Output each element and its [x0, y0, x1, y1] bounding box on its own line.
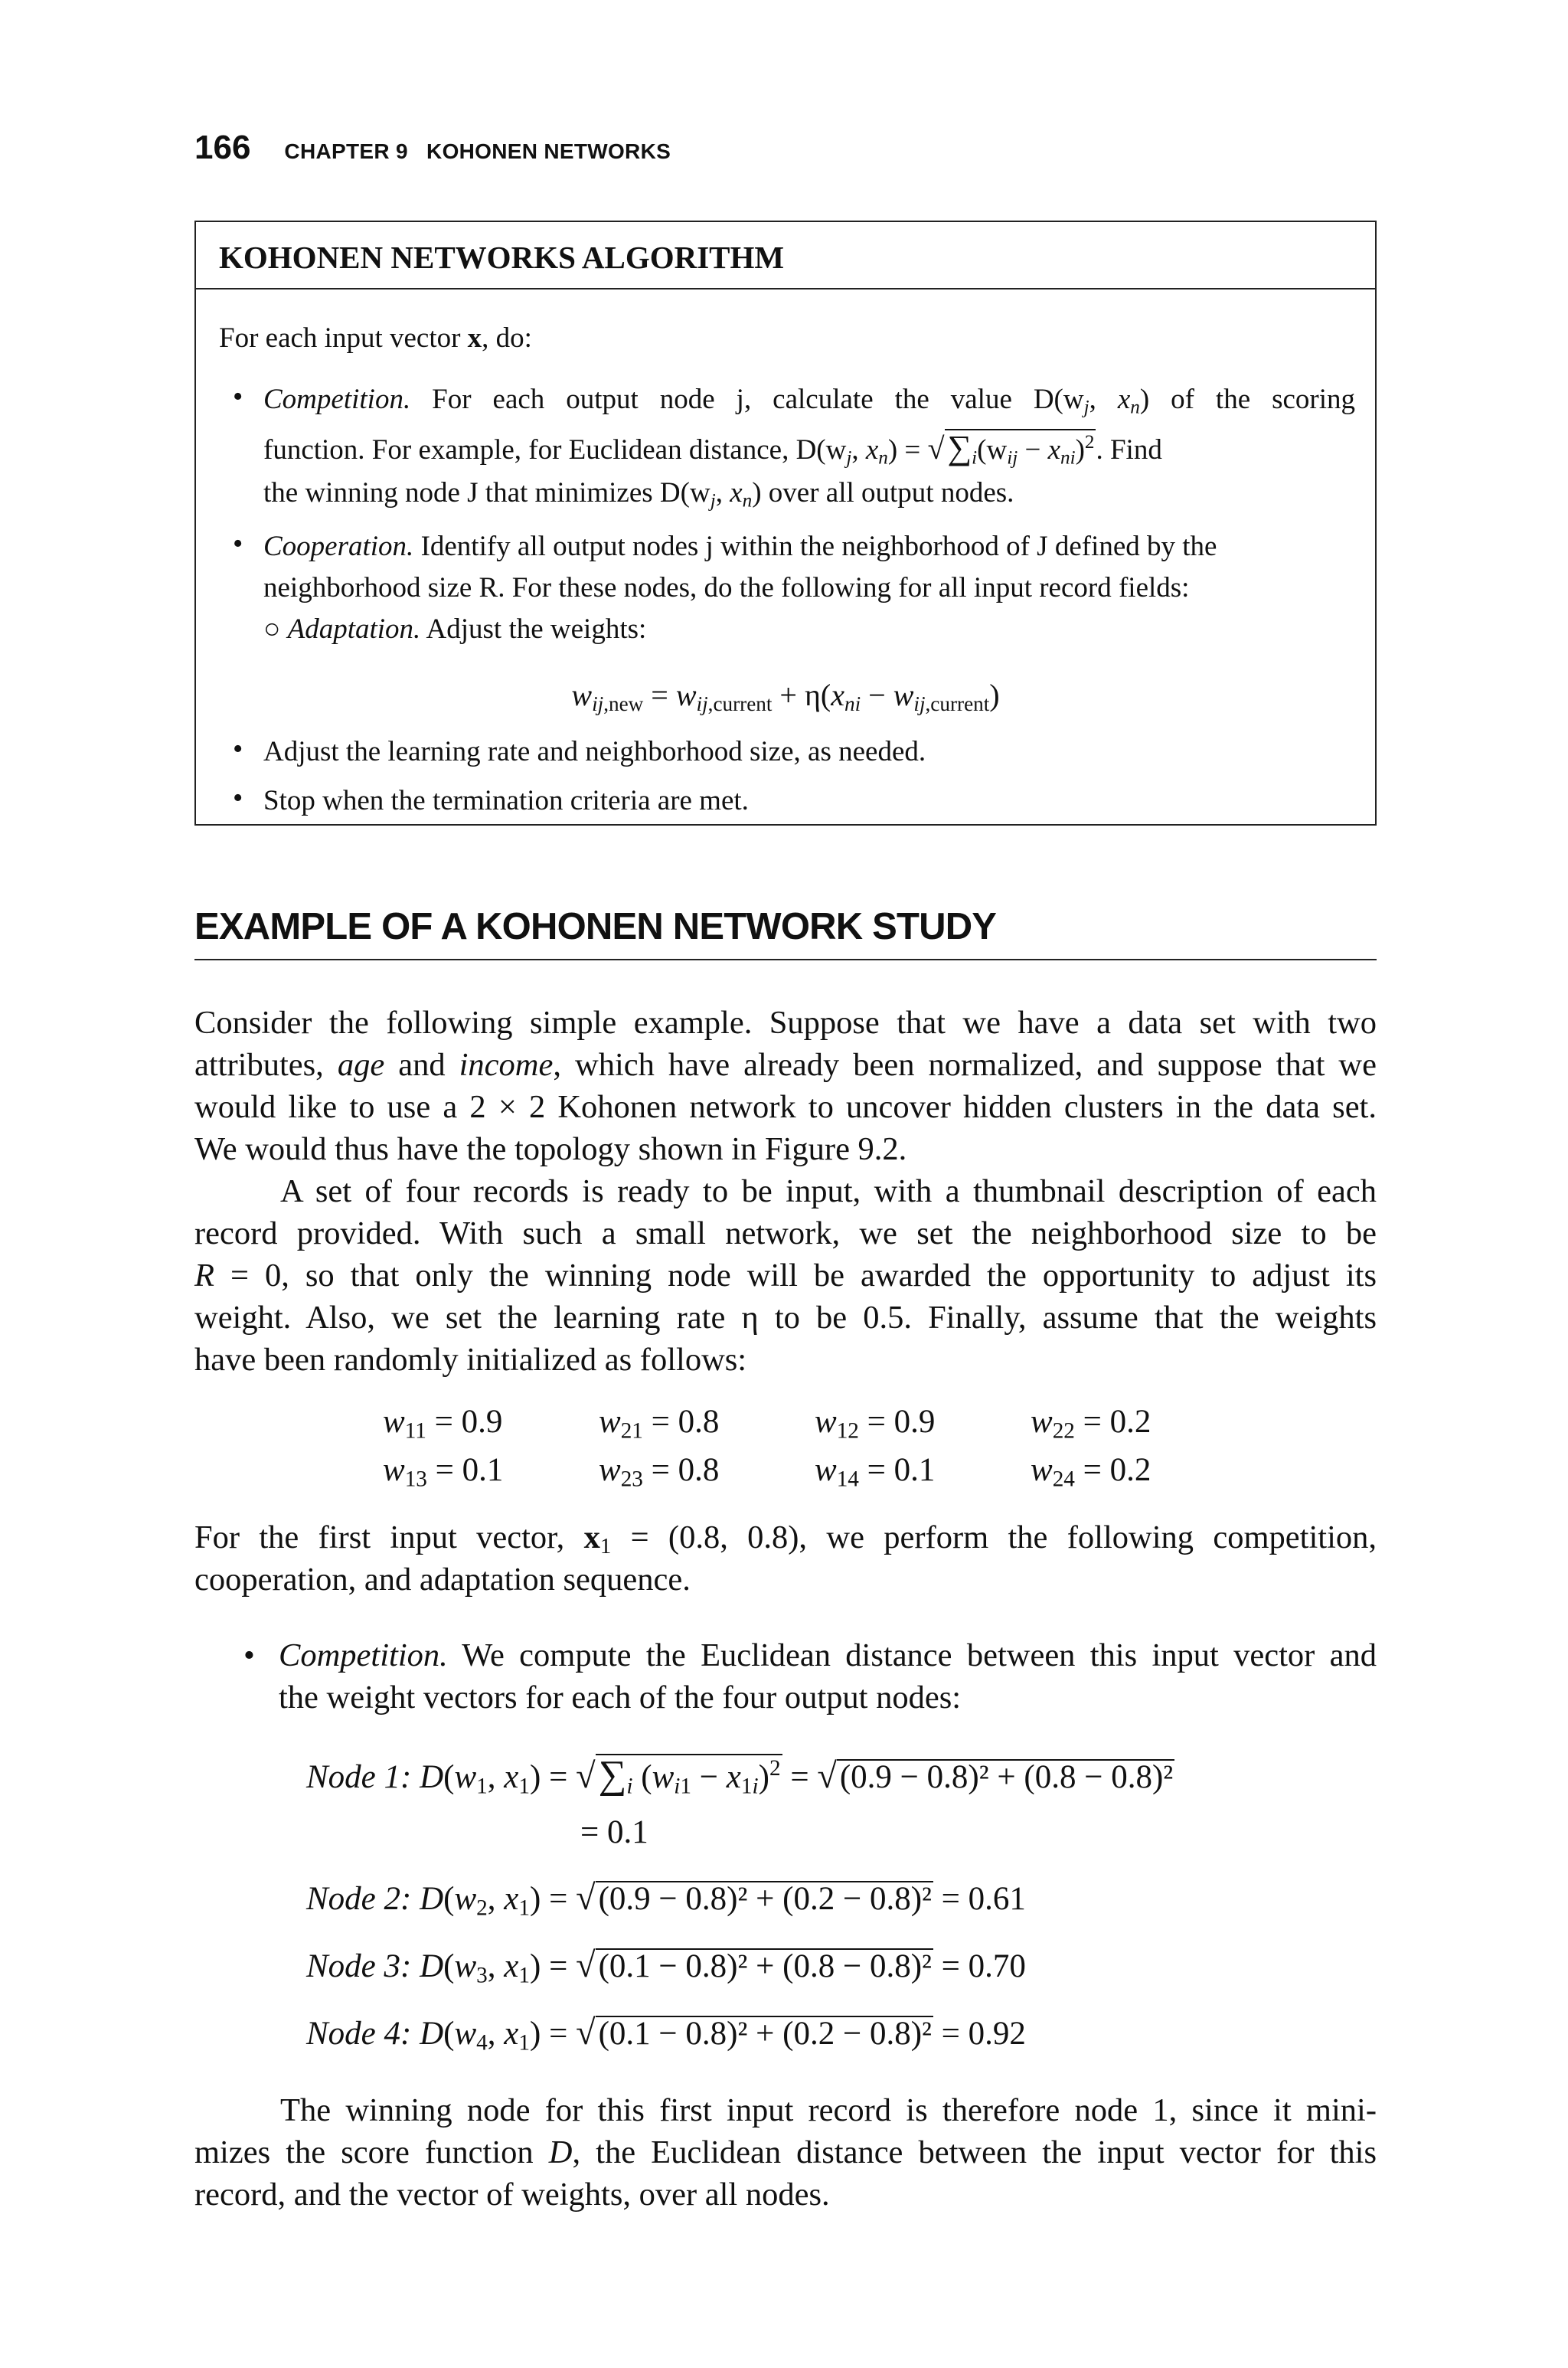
text-line: would like to use a 2 × 2 Kohonen network to uncover hidden clusters in the data set.	[194, 1089, 1377, 1125]
text-line: We would thus have the topology shown in Figure 9.2.	[194, 1131, 907, 1167]
text-line: Competition. We compute the Euclidean distance between this input vector and	[279, 1637, 1377, 1673]
paragraph-2	[194, 1170, 1377, 1381]
bullet-stop: Stop when the termination criteria are met.	[263, 785, 749, 816]
node-3-equation: Node 3: $D(w_3$, $x_1) = √(0.1 - 0.8)^2 + (0.8 - 0.8)^2 = 0.70$	[306, 1946, 1026, 1988]
bullet-adjust: Adjust the learning rate and neighborhood size, as needed.	[263, 736, 926, 767]
weight-cell: $w_{22} = 0.2$	[1031, 1404, 1152, 1444]
intro-text: For each input vector	[219, 322, 468, 354]
text-line: Consider the following simple example. Suppose that we have a data set with two	[194, 1005, 1377, 1041]
node-4-equation: Node 4: $D(w_4$, $x_1) = √(0.1 - 0.8)^2 + (0.2 - 0.8)^2 = 0.92$	[306, 2013, 1026, 2056]
text-line: R = 0, so that only the winning node will be awarded the opportunity to adjust its	[194, 1258, 1377, 1294]
competition-text-end: ) of the scoring	[1139, 384, 1356, 415]
node-1-result: = 0.1	[580, 1814, 648, 1850]
text-line: have been randomly initialized as follows:	[194, 1342, 747, 1378]
competition-line-3: the winning node J that minimizes $D(w_j$, $x_n$) over all output nodes.	[263, 477, 1014, 512]
running-head	[194, 129, 671, 167]
paragraph-1	[194, 1002, 1377, 1170]
paragraph-3	[194, 1516, 1377, 1601]
section-heading: EXAMPLE OF A KOHONEN NETWORK STUDY	[194, 905, 1377, 960]
cooperation-line-2: neighborhood size R. For these nodes, do the following for all input record fields:	[263, 572, 1190, 603]
winning-text: the winning node J that minimizes D(w	[263, 477, 710, 509]
weight-cell: $w_{14} = 0.1$	[815, 1452, 936, 1492]
text-line: cooperation, and adaptation sequence.	[194, 1562, 691, 1598]
text-line: mizes the score function D, the Euclidean distance between the input vector for this	[194, 2134, 1377, 2170]
chapter-label: CHAPTER 9 KOHONEN NETWORKS	[284, 139, 671, 163]
weight-cell: $w_{24} = 0.2$	[1031, 1452, 1152, 1492]
algorithm-title: KOHONEN NETWORKS ALGORITHM	[196, 222, 1375, 289]
text-line: weight. Also, we set the learning rate η to be 0.5. Finally, assume that the weights	[194, 1300, 1377, 1336]
competition-line-2: function. For example, for Euclidean distance, $D(w_j$, $x_n) = √\sum_i(w_{ij} - x_{ni})^2$. Find	[263, 428, 1162, 469]
hollow-bullet-icon: ○	[263, 613, 288, 645]
competition-label: Competition.	[263, 384, 411, 415]
text-line: attributes, age and income, which have already been normalized, and suppose that we	[194, 1047, 1377, 1083]
algorithm-box	[194, 221, 1377, 826]
bullet-icon: •	[233, 381, 243, 413]
algorithm-intro	[219, 317, 532, 360]
page-number: 166	[194, 129, 251, 166]
euclid-end: . Find	[1096, 434, 1162, 466]
cooperation-label: Cooperation.	[263, 531, 414, 562]
euclid-text: function. For example, for Euclidean distance, D(w	[263, 434, 847, 466]
winning-text-end: ) over all output nodes.	[752, 477, 1014, 509]
weight-cell: $w_{12} = 0.9$	[815, 1404, 936, 1444]
text-line: A set of four records is ready to be input, with a thumbnail description of each	[280, 1173, 1377, 1209]
adaptation-text: Adjust the weights:	[420, 613, 647, 645]
update-rule: $w_{ij,new} = w_{ij,current} + \eta(x_{ni} - w_{ij,current})$	[571, 678, 1000, 715]
bullet-icon: •	[233, 733, 243, 765]
text-line: record provided. With such a small network, we set the neighborhood size to be	[194, 1215, 1377, 1251]
competition-line-1: Competition. For each output node j, calculate the value $D(w_j$, $x_n$) of the scoring	[263, 384, 1356, 418]
intro-end: , do:	[482, 322, 532, 354]
paragraph-4	[194, 2089, 1377, 2216]
cooperation-line-1	[263, 525, 1355, 568]
intro-vector: x	[467, 322, 482, 354]
bullet-icon: •	[233, 782, 243, 814]
adaptation-label: Adaptation.	[287, 613, 421, 645]
bullet-icon: •	[243, 1637, 255, 1673]
cooperation-text: Identify all output nodes j within the neighborhood of J defined by the	[413, 531, 1217, 562]
node-2-equation: Node 2: $D(w_2$, $x_1) = √(0.9 - 0.8)^2 + (0.2 - 0.8)^2 = 0.61$	[306, 1879, 1026, 1921]
weight-cell: $w_{21} = 0.8$	[599, 1404, 720, 1444]
competition-paragraph	[279, 1634, 1377, 1719]
weight-cell: $w_{23} = 0.8$	[599, 1452, 720, 1492]
competition-text: For each output node j, calculate the value D(w	[410, 384, 1084, 415]
euclid-sum: (w	[977, 434, 1008, 466]
text-line: The winning node for this first input record is therefore node 1, since it mini-	[280, 2092, 1377, 2128]
weights-grid	[383, 1403, 1302, 1492]
text-line: For the first input vector, $x_1 = (0.8$, 0.8), we perform the following competition,	[194, 1519, 1377, 1559]
weight-cell: $w_{11} = 0.9$	[383, 1404, 503, 1444]
text-line: record, and the vector of weights, over all nodes.	[194, 2177, 830, 2213]
text-line: the weight vectors for each of the four output nodes:	[279, 1680, 962, 1715]
node-1-equation: Node 1: $D(w_1$, $x_1) = √\sum_i$ $(w_{i1} - x_{1i})^2 = √(0.9 - 0.8)^2 + (0.8 - 0.8)^2$	[306, 1753, 1174, 1799]
bullet-icon: •	[233, 528, 243, 560]
weight-cell: $w_{13} = 0.1$	[383, 1452, 504, 1492]
adaptation-line	[263, 608, 646, 651]
